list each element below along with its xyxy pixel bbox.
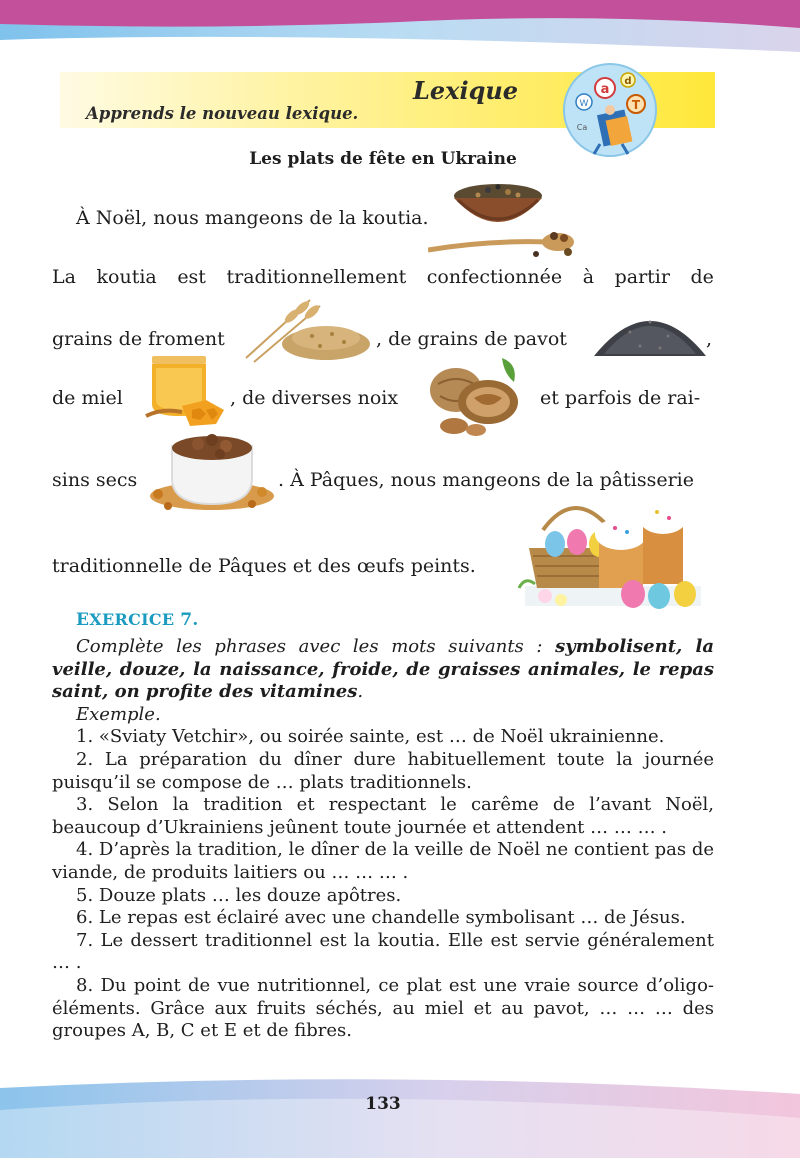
reading-line-4b: , de diverses noix <box>230 387 399 409</box>
section-title: Les plats de fête en Ukraine <box>249 149 517 169</box>
walnuts-icon <box>426 354 522 438</box>
lexique-title: Lexique <box>413 76 519 105</box>
word: est <box>177 266 206 288</box>
exercise-item: 6. Le repas est éclairé avec une chandelle symbolisant … de Jésus. <box>76 907 686 929</box>
lexique-subtitle: Apprends le nouveau lexique. <box>86 104 359 123</box>
instruction-end: . <box>357 681 364 703</box>
instruction-text: Complète les phrases avec les mots suivants : <box>76 636 556 657</box>
word: confectionnée <box>426 266 563 288</box>
poppy-seeds-icon <box>590 292 713 366</box>
reading-line-3c: , <box>706 328 713 350</box>
exercise-title <box>76 610 199 630</box>
wheat-grains-icon <box>240 292 372 364</box>
instruction-word-list: symbolisent, la veille, douze, la naissance, froide, de graisses animales, le repas saint, on profite des vitamines <box>52 636 714 703</box>
badge-letter-w: W <box>579 99 589 109</box>
badge-letter-t: T <box>631 98 641 112</box>
word: de <box>690 266 714 288</box>
word: partir <box>614 266 670 288</box>
exercise-label-first: E <box>76 610 90 630</box>
easter-basket-icon <box>515 492 708 610</box>
exercise-item: 3. Selon la tradition et respectant le carême de l’avant Noël, beaucoup d’Ukrainiens jeûnent toute journée et attendent … … … . <box>52 794 714 838</box>
honey-jar-icon <box>142 350 232 430</box>
word: à <box>582 266 595 288</box>
page-number: 133 <box>365 1094 401 1114</box>
exercise-instruction <box>52 636 714 704</box>
reading-line-6: traditionnelle de Pâques et des œufs peints. <box>52 555 476 577</box>
badge-letter-ca: Ca <box>576 123 588 132</box>
reading-line-5b: . À Pâques, nous mangeons de la pâtisserie <box>278 469 694 491</box>
word: koutia <box>96 266 157 288</box>
badge-letter-a: a <box>600 82 610 97</box>
reading-line-4c: et parfois de rai- <box>540 387 701 409</box>
exercise-item: 1. «Sviaty Vetchir», ou soirée sainte, est … de Noël ukrainienne. <box>76 726 665 748</box>
reading-line-4a: de miel <box>52 387 123 409</box>
reading-line-5a: sins secs <box>52 469 138 491</box>
word: traditionnellement <box>226 266 407 288</box>
exercise-item: 2. La préparation du dîner dure habituellement toute la journée puisqu’il se compose de … plats traditionnels. <box>52 748 714 793</box>
exercise-item: 8. Du point de vue nutritionnel, ce plat est une vraie source d’oligo-éléments. Grâce aux fruits séchés, au miel et au pavot, … … … des groupes A, B, C et E et de fibres. <box>52 974 714 1042</box>
reading-line-1: À Noël, nous mangeons de la koutia. <box>76 207 429 229</box>
word: La <box>52 266 76 288</box>
lexique-badge-icon <box>560 60 660 160</box>
exercise-item: 7. Le dessert traditionnel est la koutia. Elle est servie généralement … . <box>52 929 714 974</box>
exercise-item: 5. Douze plats … les douze apôtres. <box>76 884 402 906</box>
koutia-bowl-icon <box>428 176 588 266</box>
reading-line-3a: grains de froment <box>52 328 225 350</box>
reading-line-2 <box>52 265 714 289</box>
exercise-item: 4. D’après la tradition, le dîner de la veille de Noël ne contient pas de viande, de produits laitiers ou … … … . <box>52 839 714 883</box>
badge-letter-d: d <box>624 76 632 87</box>
exercise-number: 7. <box>180 610 199 630</box>
exercise-label-rest: XERCICE <box>89 610 175 629</box>
exercise-body <box>52 636 714 1043</box>
reading-line-3b: , de grains de pavot <box>376 328 567 350</box>
top-decorative-band <box>0 0 800 60</box>
raisins-bowl-icon <box>142 428 276 518</box>
example-label: Exemple. <box>76 703 161 725</box>
